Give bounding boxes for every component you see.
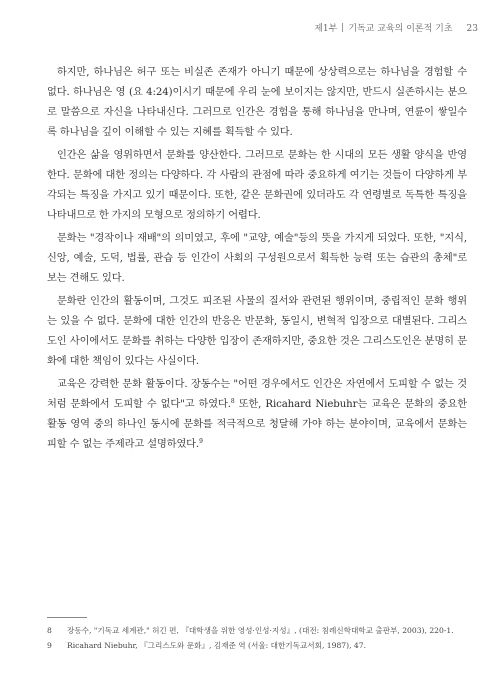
header-separator (342, 23, 343, 32)
footnote-number: 9 (47, 641, 52, 650)
footnote-ref[interactable]: 9 (199, 438, 203, 445)
paragraph: 하지만, 하나님은 허구 또는 비실존 존재가 아니기 때문에 상상력으로는 하나님을 경험할 수 없다. 하나님은 영 (요 4:24)이시기 때문에 우리 눈에 보이지는 않지만, 반드시 실존하시는 분으로 말씀으로 자신을 나타내신다. 그러므로 인간은 경험을 통해 하나님을 만나며, 연륜이 쌓일수록 하나님을 깊이 이해할 수 있는 지혜를 획득할 수 있다. (47, 67, 467, 138)
footnote-number: 8 (47, 626, 52, 635)
paragraph-text: 또한, Ricahard Niebuhr는 교육은 문화의 중요한 활동 영역 중의 하나인 동시에 문화를 적극적으로 청달해 가야 하는 분야이며, 교육에서 문화는 피할 수 없는 주제라고 설명하였다. (47, 399, 467, 450)
footnote-text: Ricahard Niebuhr, 『그리스도와 문화』, 김재준 역 (서울: 대한기독교서회, 1987), 47. (67, 641, 367, 650)
footnotes (47, 625, 467, 655)
paragraph: 문화란 인간의 활동이며, 그것도 피조된 사물의 질서와 관련된 행위이며, 중립적인 문화 행위는 있을 수 없다. 문화에 대한 인간의 반응은 반문화, 동일시, 변혁적 입장으로 대별된다. 그리스도인 사이에서도 문화를 취하는 다양한 입장이 존재하지만, 중요한 것은 그리스도인은 분명히 문화에 대한 책임이 있다는 사실이다. (47, 296, 467, 367)
running-header (314, 21, 478, 34)
header-part: 제1부 (314, 24, 338, 34)
footnote-ref[interactable]: 8 (230, 398, 235, 405)
footnote (47, 625, 467, 637)
footnote-divider (47, 617, 87, 618)
paragraph-with-footnote-refs (47, 375, 467, 455)
page-number: 23 (466, 24, 478, 34)
body-text (47, 63, 467, 458)
header-title: 기독교 교육의 이론적 기초 (348, 24, 453, 34)
footnote (47, 640, 467, 652)
paragraph-text: 교육은 강력한 문화 활동이다. 장동수는 "어떤 경우에서도 인간은 자연에서 도피할 수 없는 것처럼 문화에서 도피할 수 없다"고 하였다. (47, 379, 467, 410)
footnote-text: 장동수, "기독교 세계관," 허긴 편, 『대학생을 위한 영성·인성·지성』, (대전: 침례신학대학교 출판부, 2003), 220-1. (67, 626, 454, 635)
paragraph: 인간은 삶을 영위하면서 문화를 양산한다. 그러므로 문화는 한 시대의 모든 생활 양식을 반영한다. 문화에 대한 정의는 다양하다. 각 사람의 관점에 따라 중요하게 여기는 것들이 다양하게 부각되는 특징을 가지고 있기 때문이다. 또한, 같은 문화권에 있더라도 각 연령별로 독특한 특징을 나타내므로 한 가지의 모형으로 정의하기 어렵다. (47, 150, 467, 221)
paragraph: 문화는 "경작이나 재배"의 의미였고, 후에 "교양, 예술"등의 뜻을 가지게 되었다. 또한, "지식, 신앙, 예술, 도덕, 법률, 관습 등 인간이 사회의 구성원으로서 획득한 능력 또는 습관의 총체"로 보는 견해도 있다. (47, 233, 467, 284)
